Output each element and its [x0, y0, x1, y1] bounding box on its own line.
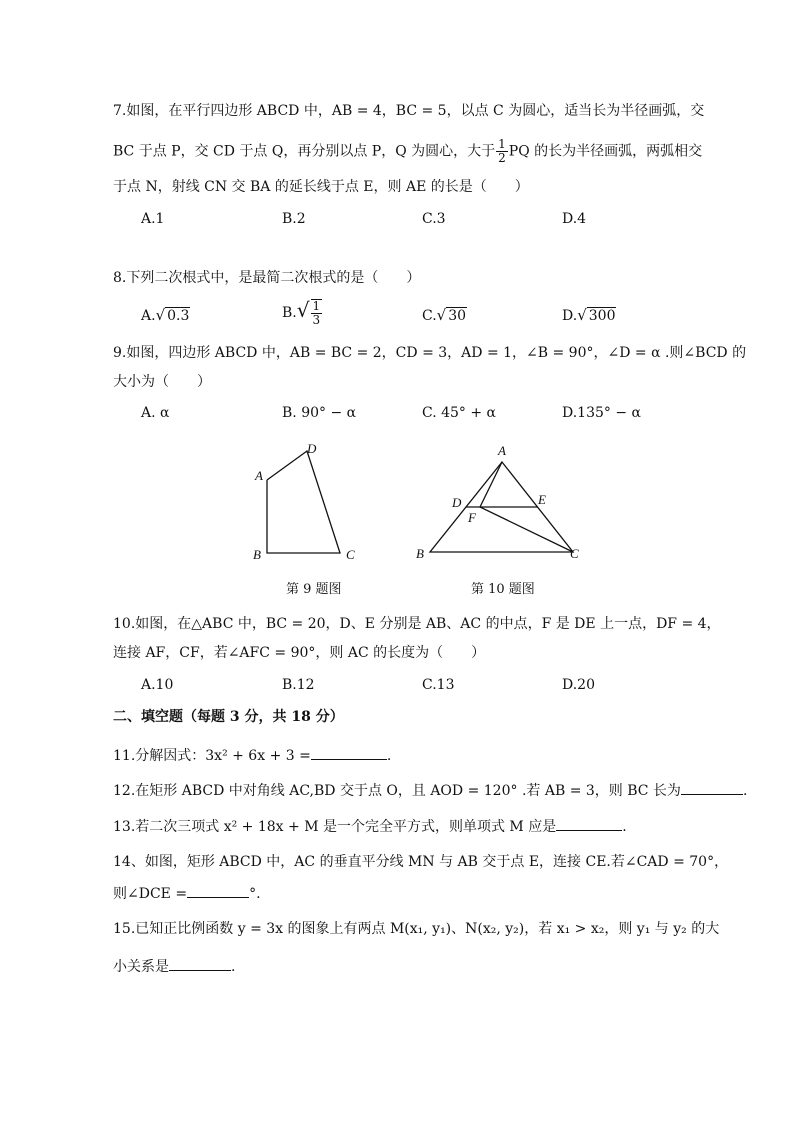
q12-end: . — [742, 783, 748, 799]
q11-text: 11.分解因式：3x² + 6x + 3 = — [113, 748, 311, 764]
fig9-quadrilateral — [267, 451, 340, 553]
fig10-label-d: D — [452, 495, 462, 510]
q7-option-b: B.2 — [282, 211, 306, 227]
q9-option-a: A. α — [141, 405, 170, 421]
q15-end: . — [231, 959, 236, 975]
q7-line-2a: BC 于点 P，交 CD 于点 Q，再分别以点 P，Q 为圆心，大于 — [113, 143, 496, 160]
answer-blank[interactable] — [311, 745, 387, 760]
q9-option-b: B. 90° − α — [282, 405, 357, 421]
q8-option-b — [282, 299, 323, 327]
answer-blank[interactable] — [187, 883, 249, 898]
sqrt-sign: √ — [296, 298, 310, 322]
q10-line-1: 10.如图，在△ABC 中，BC = 20，D、E 分别是 AB、AC 的中点，F 是 DE 上一点，DF = 4， — [113, 616, 721, 632]
q9-option-d: D.135° − α — [562, 405, 641, 421]
q13-line — [113, 816, 694, 837]
q13-text: 13.若二次三项式 x² + 18x + M 是一个完全平方式，则单项式 M 应是 — [113, 819, 557, 835]
q7-line-3: 于点 N，射线 CN 交 BA 的延长线于点 E，则 AE 的长是（ ） — [113, 179, 529, 195]
q7-option-c: C.3 — [422, 211, 446, 227]
fig10-label-c: C — [570, 546, 579, 561]
q8-option-d — [562, 305, 616, 326]
q7-fraction — [496, 138, 508, 165]
q7-frac-den: 2 — [498, 151, 506, 165]
q8-option-b-label: B. — [282, 305, 297, 321]
q7-line-2 — [113, 137, 703, 165]
q8-option-d-label: D. — [562, 308, 578, 324]
q8-option-a-radicand: 0.3 — [167, 308, 190, 324]
q15-line-1: 15.已知正比例函数 y = 3x 的图象上有两点 M(x₁, y₁)、N(x₂, y₂)，若 x₁ > x₂，则 y₁ 与 y₂ 的大 — [113, 921, 720, 937]
fig10-label-b: B — [416, 546, 424, 561]
q7-option-d: D.4 — [562, 211, 587, 227]
fig9-label-c: C — [346, 547, 355, 562]
q15-text: 小关系是 — [113, 959, 169, 975]
sqrt-symbol — [297, 299, 323, 327]
figure-10 — [410, 438, 600, 568]
q12-line — [113, 780, 748, 801]
q7-frac-num: 1 — [498, 137, 506, 151]
answer-blank[interactable] — [556, 816, 622, 831]
q8-option-b-fraction — [311, 299, 323, 327]
fig9-label-a: A — [255, 468, 263, 483]
q10-option-a: A.10 — [141, 677, 174, 693]
q15-line-2 — [113, 956, 694, 977]
q8-stem: 8.下列二次根式中，是最简二次根式的是（ ） — [113, 270, 421, 286]
q10-option-b: B.12 — [282, 677, 315, 693]
fig10-label-f: F — [468, 510, 476, 525]
sqrt-symbol — [156, 305, 191, 326]
q14-line-2 — [113, 883, 694, 904]
fig10-caption: 第 10 题图 — [471, 582, 535, 597]
fig9-caption: 第 9 题图 — [286, 582, 342, 597]
q12-text: 12.在矩形 ABCD 中对角线 AC,BD 交于点 O，且 AOD = 120° .若 AB = 3，则 BC 长为 — [113, 783, 681, 799]
q7-line-2b: PQ 的长为半径画弧，两弧相交 — [508, 143, 703, 160]
figure-9 — [245, 438, 375, 568]
q7-option-a: A.1 — [141, 211, 165, 227]
sqrt-sign: √ — [436, 306, 447, 324]
q8-option-c-radicand: 30 — [448, 308, 467, 324]
q14-text: 则∠DCE = — [113, 886, 188, 902]
q10-option-c: C.13 — [422, 677, 455, 693]
sqrt-symbol — [437, 305, 467, 326]
fig9-label-b: B — [253, 547, 261, 562]
fig9-label-d: D — [307, 441, 317, 456]
q10-option-d: D.20 — [562, 677, 595, 693]
q9-line-1: 9.如图，四边形 ABCD 中，AB = BC = 2，CD = 3，AD = 1，∠B = 90°，∠D = α .则∠BCD 的 — [113, 345, 747, 361]
q8-frac-num: 1 — [312, 299, 321, 313]
q10-line-2: 连接 AF，CF，若∠AFC = 90°，则 AC 的长度为（ ） — [113, 645, 486, 661]
q13-end: . — [622, 819, 627, 835]
q14-end: °. — [249, 886, 261, 902]
fig10-label-a: A — [498, 443, 506, 458]
q8-option-c-label: C. — [422, 308, 437, 324]
fig10-label-e: E — [538, 492, 546, 507]
section-title: 二、填空题（每题 3 分，共 18 分） — [113, 709, 344, 725]
q8-option-c — [422, 305, 467, 326]
q8-frac-den: 3 — [312, 313, 321, 327]
sqrt-symbol — [577, 305, 616, 326]
q11-end: . — [386, 748, 392, 764]
answer-blank[interactable] — [681, 780, 743, 795]
q14-line-1: 14、如图，矩形 ABCD 中，AC 的垂直平分线 MN 与 AB 交于点 E，连接 CE.若∠CAD = 70°， — [113, 854, 729, 870]
q8-option-a-label: A. — [141, 308, 156, 324]
q9-option-c: C. 45° + α — [422, 405, 497, 421]
sqrt-sign: √ — [577, 306, 587, 324]
q11-line — [113, 745, 694, 766]
sqrt-sign: √ — [155, 306, 166, 324]
q7-line-1: 7.如图，在平行四边形 ABCD 中，AB = 4，BC = 5，以点 C 为圆心，适当长为半径画弧，交 — [113, 103, 705, 119]
fig10-segment-fc — [480, 507, 573, 552]
answer-blank[interactable] — [169, 956, 231, 971]
q8-option-a — [141, 305, 190, 326]
q9-line-2: 大小为（ ） — [113, 374, 211, 390]
q8-option-d-radicand: 300 — [588, 308, 616, 324]
